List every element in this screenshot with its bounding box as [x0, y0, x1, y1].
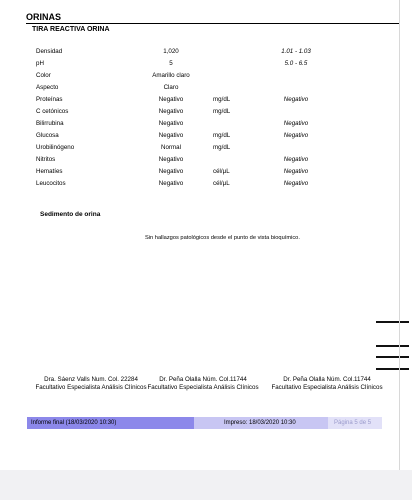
footer-page-text: Página 5 de 5	[334, 420, 372, 426]
result-value: 1,020	[163, 48, 179, 55]
result-reference: Negativo	[283, 120, 309, 127]
result-value: Normal	[161, 144, 181, 151]
signature-name: Dra. Sáenz Valls Num. Col. 22284	[44, 376, 138, 383]
result-value: Negativo	[158, 108, 184, 115]
sediment-text: Sin hallazgos patológicos desde el punto de vista bioquímico.	[145, 235, 300, 241]
result-row	[0, 166, 399, 178]
signature-title: Facultativo Especialista Análisis Clínicos	[147, 384, 259, 391]
result-unit: mg/dL	[213, 144, 231, 151]
result-reference: Negativo	[283, 156, 309, 163]
result-unit: cél/μL	[213, 180, 230, 187]
result-name: Glucosa	[36, 132, 59, 139]
signature-block	[262, 376, 392, 392]
result-value: Negativo	[158, 168, 184, 175]
result-value: Claro	[163, 84, 179, 91]
result-value: Negativo	[158, 132, 184, 139]
result-name: C cetónicos	[36, 108, 69, 115]
footer-final-report	[27, 417, 194, 429]
sediment-title: Sedimento de orina	[40, 211, 101, 218]
result-row	[0, 118, 399, 130]
result-unit: mg/dL	[213, 132, 231, 139]
result-row	[0, 154, 399, 166]
result-row	[0, 106, 399, 118]
result-name: Aspecto	[36, 84, 59, 91]
result-reference: Negativo	[283, 96, 309, 103]
result-name: Densidad	[36, 48, 63, 55]
result-reference: 5.0 - 6.5	[284, 60, 308, 67]
footer-printed	[194, 417, 328, 429]
result-row	[0, 178, 399, 190]
viewer-background	[0, 470, 412, 500]
result-value: Amarillo claro	[152, 72, 190, 79]
result-reference: Negativo	[283, 132, 309, 139]
result-value: Negativo	[158, 156, 184, 163]
result-name: Urobilinógeno	[36, 144, 75, 151]
result-value: 5	[169, 60, 173, 67]
result-name: Color	[36, 72, 51, 79]
result-name: pH	[36, 60, 44, 67]
result-name: Proteínas	[36, 96, 63, 103]
result-reference: 1.01 - 1.03	[281, 48, 311, 55]
result-row	[0, 82, 399, 94]
signature-name: Dr. Peña Olalla Núm. Col.11744	[283, 376, 371, 383]
signature-title: Facultativo Especialista Análisis Clínicos	[271, 384, 383, 391]
result-name: Bilirrubina	[36, 120, 64, 127]
signature-name: Dr. Peña Olalla Núm. Col.11744	[159, 376, 247, 383]
margin-rule	[376, 345, 409, 347]
margin-rule	[376, 356, 409, 358]
result-unit: mg/dL	[213, 108, 231, 115]
result-row	[0, 58, 399, 70]
result-name: Hematíes	[36, 168, 63, 175]
subsection-title: TIRA REACTIVA ORINA	[32, 26, 110, 33]
result-reference: Negativo	[283, 180, 309, 187]
result-row	[0, 130, 399, 142]
margin-rule	[376, 321, 409, 323]
result-unit: cél/μL	[213, 168, 230, 175]
footer-final-report-text: Informe final (18/03/2020 10:30)	[31, 420, 117, 426]
result-row	[0, 46, 399, 58]
result-row	[0, 70, 399, 82]
section-title: ORINAS	[26, 12, 62, 22]
footer-printed-text: Impreso: 18/03/2020 10:30	[224, 420, 296, 426]
result-value: Negativo	[158, 120, 184, 127]
margin-rule	[376, 368, 409, 370]
result-row	[0, 142, 399, 154]
result-unit: mg/dL	[213, 96, 231, 103]
result-name: Nitritos	[36, 156, 56, 163]
signature-title: Facultativo Especialista Análisis Clínicos	[35, 384, 147, 391]
result-name: Leucocitos	[36, 180, 66, 187]
signature-block	[26, 376, 156, 392]
result-value: Negativo	[158, 96, 184, 103]
page-edge	[399, 0, 400, 470]
footer-page	[328, 417, 382, 429]
result-row	[0, 94, 399, 106]
result-value: Negativo	[158, 180, 184, 187]
section-divider	[26, 23, 399, 24]
result-reference: Negativo	[283, 168, 309, 175]
signature-block	[138, 376, 268, 392]
